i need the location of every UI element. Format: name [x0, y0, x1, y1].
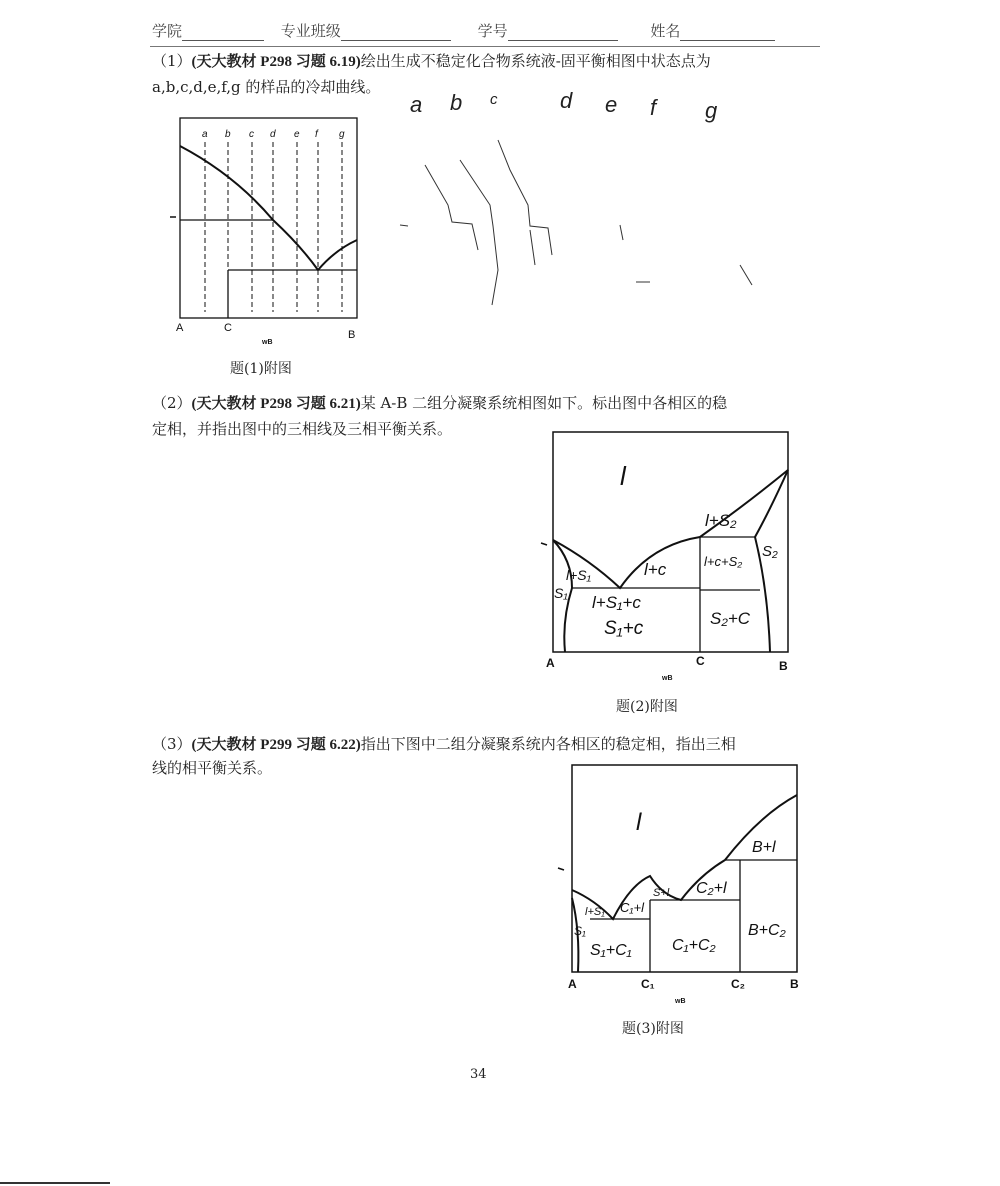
svg-text:S+l: S+l	[653, 887, 670, 899]
svg-text:c: c	[490, 91, 498, 108]
axis-b-label: B	[348, 329, 356, 341]
q2-line2: 定相，并指出图中的三相线及三相平衡关系。	[152, 420, 453, 438]
point-f-label: f	[315, 129, 318, 140]
svg-text:S₂: S₂	[762, 543, 778, 560]
svg-text:l+c+S₂: l+c+S₂	[704, 554, 743, 569]
svg-text:B: B	[790, 977, 799, 991]
svg-text:l: l	[636, 809, 642, 836]
axis-x-label: wB	[262, 339, 273, 346]
q2-caption: 题(2)附图	[616, 699, 678, 715]
q1-caption: 题(1)附图	[230, 361, 292, 377]
svg-text:l+S₁+c: l+S₁+c	[592, 593, 641, 612]
point-e-label: e	[294, 129, 300, 140]
svg-text:S₁+c: S₁+c	[604, 618, 644, 639]
svg-text:C: C	[696, 654, 705, 668]
svg-text:C₂+l: C₂+l	[696, 880, 727, 897]
name-label: 姓名	[650, 22, 681, 40]
svg-text:S₁: S₁	[574, 924, 586, 938]
svg-text:C₂: C₂	[731, 977, 745, 991]
svg-text:l+S₁: l+S₁	[585, 906, 605, 918]
axis-c-label: C	[224, 322, 232, 334]
phase-diagram-1	[170, 118, 357, 346]
svg-text:B+C₂: B+C₂	[748, 922, 786, 939]
svg-text:wB: wB	[675, 998, 686, 1005]
point-g-label: g	[339, 129, 345, 140]
svg-text:a: a	[410, 92, 423, 117]
svg-text:S₁: S₁	[554, 585, 568, 601]
college-label: 学院	[152, 22, 183, 40]
q3-line1: （3）(天大教材 P299 习题 6.22)指出下图中二组分凝聚系统内各相区的稳定相，指出三相	[152, 735, 736, 753]
q1-line2: a,b,c,d,e,f,g 的样品的冷却曲线。	[152, 78, 381, 96]
svg-text:B: B	[779, 659, 788, 673]
phase-diagram-2	[541, 432, 788, 682]
svg-text:S₁+C₁: S₁+C₁	[590, 942, 632, 959]
svg-text:wB: wB	[662, 675, 673, 682]
point-d-label: d	[270, 129, 276, 140]
svg-text:l+S₂: l+S₂	[705, 511, 737, 530]
svg-text:A: A	[568, 977, 577, 991]
q3-line2: 线的相平衡关系。	[152, 759, 273, 777]
svg-text:B+l: B+l	[752, 839, 776, 856]
svg-text:S₂+C: S₂+C	[710, 609, 751, 628]
svg-text:b: b	[450, 90, 463, 115]
svg-text:e: e	[605, 92, 618, 117]
svg-text:l+S₁: l+S₁	[566, 567, 592, 583]
axis-a-label: A	[176, 322, 184, 334]
point-b-label: b	[225, 129, 231, 140]
page-number: 34	[470, 1067, 487, 1082]
svg-text:C₁: C₁	[641, 977, 655, 991]
point-c-label: c	[249, 129, 254, 140]
cooling-curves-answer	[400, 88, 752, 305]
svg-text:d: d	[560, 88, 573, 113]
student-id-label: 学号	[477, 22, 508, 40]
svg-text:l: l	[620, 461, 626, 491]
class-label: 专业班级	[280, 22, 341, 40]
q1-line1: （1）(天大教材 P298 习题 6.19)绘出生成不稳定化合物系统液-固平衡相图中状态点为	[152, 52, 711, 70]
q2-line1: （2）(天大教材 P298 习题 6.21)某 A-B 二组分凝聚系统相图如下。标出图中各相区的稳	[152, 394, 728, 412]
svg-text:f: f	[650, 95, 657, 120]
svg-text:C₁+C₂: C₁+C₂	[672, 937, 716, 954]
svg-text:A: A	[546, 656, 555, 670]
svg-text:C₁+l: C₁+l	[620, 900, 644, 915]
point-a-label: a	[202, 129, 208, 140]
svg-text:g: g	[705, 98, 718, 123]
q3-caption: 题(3)附图	[622, 1021, 684, 1037]
svg-text:l+c: l+c	[644, 560, 667, 579]
phase-diagram-3	[558, 765, 799, 1005]
